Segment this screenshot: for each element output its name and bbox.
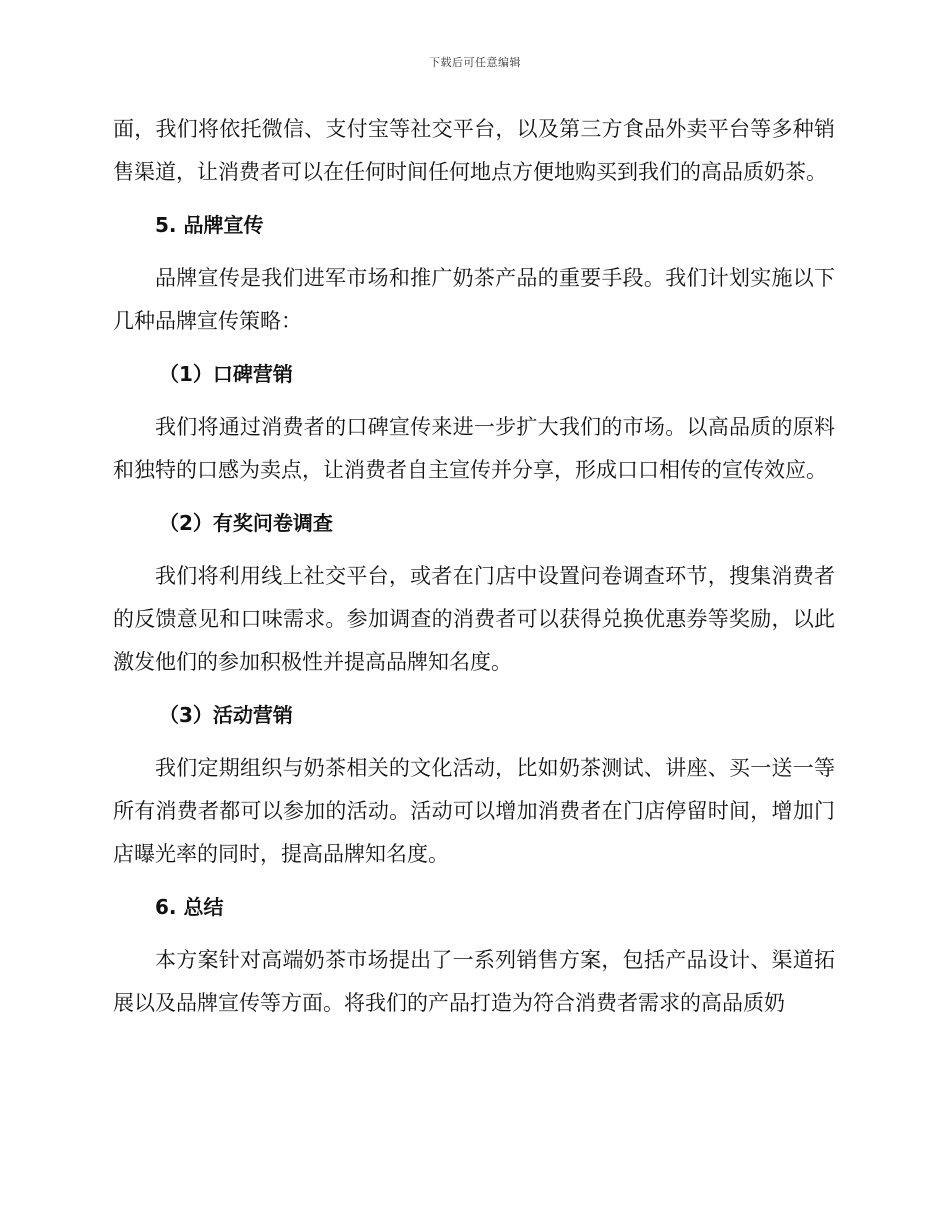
heading-survey: （2）有奖问卷调查 <box>159 511 333 535</box>
paragraph-brand-promotion: 品牌宣传是我们进军市场和推广奶茶产品的重要手段。我们计划实施以下几种品牌宣传策略： <box>113 266 835 333</box>
paragraph-word-of-mouth: 我们将通过消费者的口碑宣传来进一步扩大我们的市场。以高品质的原料和独特的口感为卖点，让消费者自主宣传并分享，形成口口相传的宣传效应。 <box>113 415 835 482</box>
heading-event-marketing: （3）活动营销 <box>159 703 293 727</box>
paragraph-event-marketing: 我们定期组织与奶茶相关的文化活动，比如奶茶测试、讲座、买一送一等所有消费者都可以参加的活动。活动可以增加消费者在门店停留时间，增加门店曝光率的同时，提高品牌知名度。 <box>113 756 835 866</box>
page-header: 下载后可任意编辑 <box>429 56 521 69</box>
page-content <box>113 108 835 1025</box>
paragraph-survey: 我们将利用线上社交平台，或者在门店中设置问卷调查环节，搜集消费者的反馈意见和口味需求。参加调查的消费者可以获得兑换优惠券等奖励，以此激发他们的参加积极性并提高品牌知名度。 <box>113 564 835 674</box>
paragraph-channels-continued: 面，我们将依托微信、支付宝等社交平台，以及第三方食品外卖平台等多种销售渠道，让消费者可以在任何时间任何地点方便地购买到我们的高品质奶茶。 <box>113 117 835 184</box>
heading-brand-promotion: 5. 品牌宣传 <box>155 213 264 237</box>
heading-summary: 6. 总结 <box>155 895 224 919</box>
paragraph-summary: 本方案针对高端奶茶市场提出了一系列销售方案，包括产品设计、渠道拓展以及品牌宣传等方面。将我们的产品打造为符合消费者需求的高品质奶 <box>113 948 835 1015</box>
heading-word-of-mouth: （1）口碑营销 <box>159 362 293 386</box>
